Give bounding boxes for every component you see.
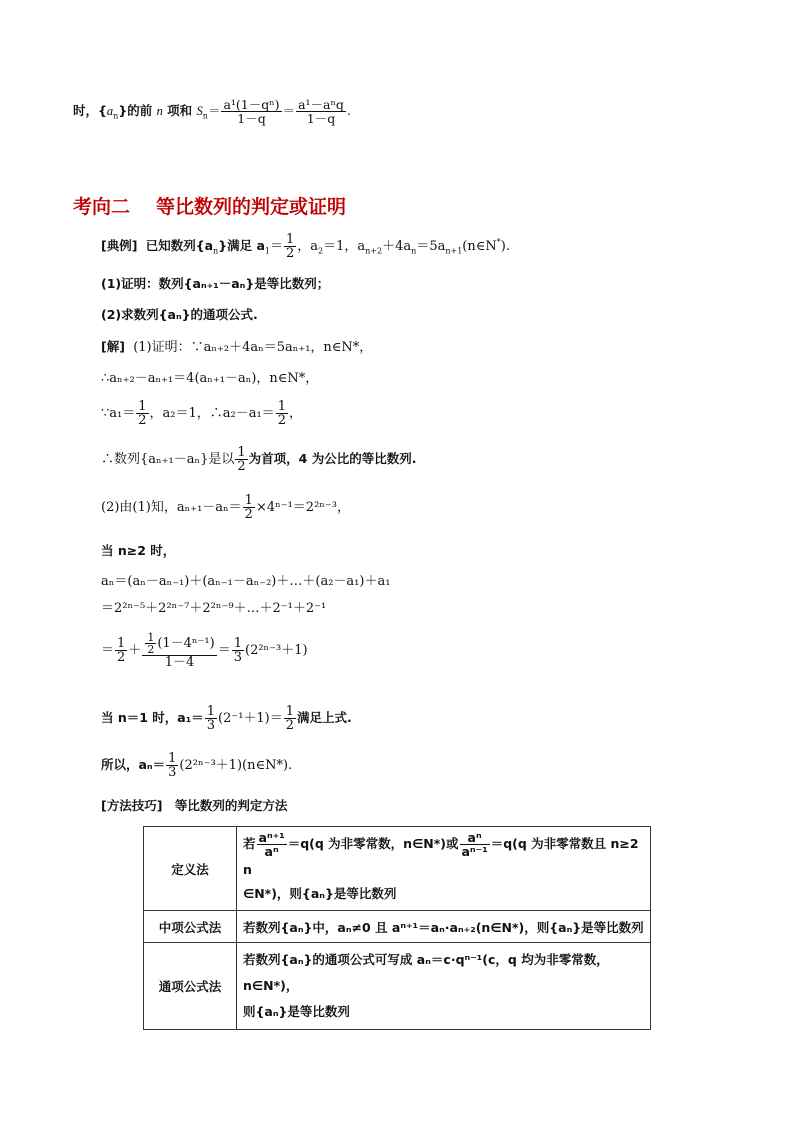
method-heading: [方法技巧] 等比数列的判定方法 — [101, 798, 288, 813]
table-row — [144, 943, 651, 1030]
fraction-half: $\frac{1}{2}$ — [117, 636, 126, 665]
ratio-fraction-2: $\frac{\text{aⁿ}}{\text{aⁿ⁻¹}}$ — [461, 830, 488, 859]
text: a — [106, 104, 114, 118]
text: (2)由(1)知，aₙ₊₁－aₙ＝ — [101, 500, 242, 515]
text: ＋4a — [382, 239, 412, 254]
text: 则{aₙ}是等比数列 — [243, 1004, 350, 1019]
text: ∈N*)，则{aₙ}是等比数列 — [243, 886, 397, 901]
method-table — [143, 826, 651, 1030]
compound-fraction: $\frac{1}{2}$ (1－4ⁿ⁻¹) 1－4 — [142, 632, 216, 669]
text: (2⁻¹＋1)＝ — [218, 711, 283, 726]
text: ＝q(q 为非零常数，n∈N*)或 — [287, 836, 459, 851]
text: 当 n＝1 时，a₁＝ — [101, 710, 204, 725]
text: ). — [500, 239, 510, 254]
text: 项和 — [162, 103, 197, 118]
text: ＝1，a — [323, 239, 366, 254]
solution-line-2: ∴aₙ₊₂－aₙ₊₁＝4(aₙ₊₁－aₙ)，n∈N*， — [101, 371, 319, 386]
fraction-half: $\frac{1}{2}$ — [286, 232, 295, 261]
text: ，a — [297, 239, 319, 254]
solution-line-11 — [101, 752, 292, 779]
top-formula-line: 时，$\{a_n\}$的前 n 项和 $S_n=$ $\frac{\text{a¹(1－qⁿ)}}{1-q}$ ＝ $\frac{\text{a¹－aⁿq}}{1-q}$ . — [73, 97, 351, 126]
fraction-half: $\frac{1}{2}$ — [244, 493, 253, 522]
solution-line-7: aₙ＝(aₙ－aₙ₋₁)＋(aₙ₋₁－aₙ₋₂)＋…＋(a₂－a₁)＋a₁ — [101, 574, 391, 589]
fraction-half: $\frac{1}{2}$ — [237, 445, 246, 474]
method-desc: 若数列{aₙ}中，aₙ≠0 且 aⁿ⁺¹＝aₙ·aₙ₊₂(n∈N*)，则{aₙ}是等比数列 — [237, 911, 651, 943]
text: n — [156, 104, 163, 118]
question-2: (2)求数列{aₙ}的通项公式. — [101, 307, 258, 322]
text: ＝5a — [416, 239, 446, 254]
example-statement: [典例] 已知数列$\{a_n\}$满足 $a_1=$ $\frac{1}{2}$ ，$a_2=1$，$a_{n+2}+4a_n=5a_{n+1}(n\in N^*)$. — [101, 232, 510, 261]
text: (2²ⁿ⁻³＋1)(n∈N*). — [179, 758, 293, 773]
method-desc — [237, 943, 651, 1030]
section-title: 等比数列的判定或证明 — [156, 196, 347, 218]
text: [典例] — [101, 238, 138, 253]
text: ＝ — [101, 643, 115, 658]
solution-line-8: ＝2²ⁿ⁻⁵＋2²ⁿ⁻⁷＋2²ⁿ⁻⁹＋…＋2⁻¹＋2⁻¹ — [101, 601, 327, 616]
text: 时，{ — [73, 103, 107, 118]
text: (1)证明：∵aₙ₊₂＋4aₙ＝5aₙ₊₁，n∈N*， — [133, 340, 373, 355]
solution-line-10 — [101, 705, 352, 732]
text: ＝q(q 为非零常数且 n≥2 n — [243, 836, 639, 877]
solution-line-5 — [101, 494, 350, 521]
text: }的前 — [118, 103, 157, 118]
section-heading — [73, 198, 346, 217]
text: }满足 a — [218, 238, 265, 253]
text: ∵a₁＝ — [101, 406, 136, 421]
text: ∴数列{aₙ₊₁－aₙ}是以 — [101, 452, 235, 467]
text: 已知数列{a — [145, 238, 214, 253]
text: ＝ — [217, 643, 231, 658]
method-name: 定义法 — [144, 827, 237, 911]
method-name: 通项公式法 — [144, 943, 237, 1030]
sum-fraction-1: $\frac{\text{a¹(1－qⁿ)}}{1-q}$ — [223, 97, 280, 126]
fraction-third: $\frac{1}{3}$ — [206, 704, 215, 733]
text: 若 — [243, 836, 256, 851]
fraction-half: $\frac{1}{2}$ — [277, 399, 286, 428]
text: ，a₂＝1，∴a₂－a₁＝ — [149, 406, 275, 421]
fraction-half: $\frac{1}{2}$ — [285, 704, 295, 733]
text: ×4ⁿ⁻¹＝2²ⁿ⁻³， — [255, 500, 350, 515]
table-row — [144, 827, 651, 911]
question-1: (1)证明：数列{aₙ₊₁－aₙ}是等比数列； — [101, 276, 330, 291]
text: 若数列{aₙ}的通项公式可写成 aₙ＝c·qⁿ⁻¹(c，q 均为非零常数，n∈N*)， — [243, 952, 609, 993]
section-number: 考向二 — [73, 196, 131, 218]
sum-fraction-2: $\frac{\text{a¹－aⁿq}}{1-q}$ — [298, 97, 344, 126]
solution-line-1 — [101, 341, 372, 354]
text: (n∈N — [462, 239, 497, 254]
text: 所以，aₙ＝ — [101, 757, 166, 772]
table-row — [144, 911, 651, 943]
text: (1－4ⁿ⁻¹) — [157, 636, 215, 651]
text: (2²ⁿ⁻³＋1) — [245, 643, 308, 658]
fraction-half: $\frac{1}{2}$ — [147, 631, 155, 656]
solution-line-3 — [101, 400, 302, 427]
solution-line-9 — [101, 632, 308, 669]
fraction-third: $\frac{1}{3}$ — [168, 751, 177, 780]
text: . — [346, 103, 351, 118]
ratio-fraction-1: $\frac{\text{aⁿ⁺¹}}{\text{aⁿ}}$ — [258, 830, 285, 859]
solution-line-4 — [101, 446, 416, 473]
text: 满足上式. — [297, 710, 352, 725]
text: [解] — [101, 339, 125, 354]
method-name: 中项公式法 — [144, 911, 237, 943]
text: 为首项，4 为公比的等比数列. — [248, 451, 417, 466]
text: ， — [288, 406, 302, 421]
solution-line-6: 当 n≥2 时， — [101, 543, 176, 558]
method-desc — [237, 827, 651, 911]
fraction-third: $\frac{1}{3}$ — [233, 636, 242, 665]
fraction-half: $\frac{1}{2}$ — [138, 399, 147, 428]
text: ＋ — [128, 643, 142, 658]
